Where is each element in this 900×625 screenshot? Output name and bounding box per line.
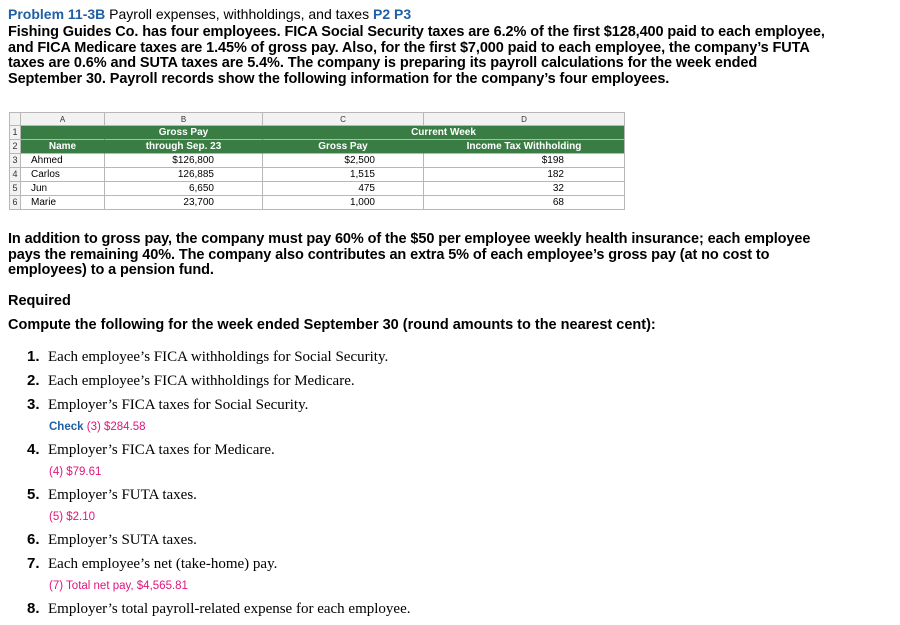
item-text: Employer’s FUTA taxes. (48, 487, 197, 503)
sheet-row-1 (9, 126, 625, 140)
name-header: Name (21, 140, 105, 154)
income-tax: 68 (424, 196, 625, 210)
col-letter-d: D (424, 112, 625, 126)
item-text: Employer’s SUTA taxes. (48, 532, 197, 548)
list-item (27, 396, 308, 414)
check-note-3 (49, 421, 146, 433)
ytd-gross: 126,885 (105, 168, 263, 182)
row-number: 6 (9, 196, 21, 210)
income-tax-header: Income Tax Withholding (424, 140, 625, 154)
problem-number: Problem 11-3B (8, 6, 106, 22)
ytd-gross: $126,800 (105, 154, 263, 168)
info-line: pays the remaining 40%. The company also contributes an extra 5% of each employee’s gross pay (at no cost to (8, 246, 770, 263)
problem-codes: P2 P3 (372, 6, 412, 22)
table-row (9, 196, 625, 210)
week-gross: 1,000 (263, 196, 424, 210)
list-item (27, 348, 388, 366)
info-line: In addition to gross pay, the company must pay 60% of the $50 per employee weekly health insurance; each employee (8, 231, 811, 247)
intro-line: taxes are 0.6% and SUTA taxes are 5.4%. The company is preparing its payroll calculations for the week ended (8, 55, 758, 71)
week-gross: $2,500 (263, 154, 424, 168)
intro-line: Fishing Guides Co. has four employees. FICA Social Security taxes are 6.2% of the first $128,400 paid to each employee, (8, 24, 825, 40)
item-number: 6. (27, 531, 40, 548)
info-line: employees) to a pension fund. (8, 262, 214, 278)
col-letter-c: C (263, 112, 424, 126)
row-number: 4 (9, 168, 21, 182)
list-item (27, 372, 355, 390)
current-week-header: Current Week (263, 126, 625, 140)
list-item (27, 441, 275, 459)
required-label: Required (8, 293, 71, 309)
table-row (9, 154, 625, 168)
check-note-7: (7) Total net pay, $4,565.81 (49, 580, 188, 592)
list-item (27, 531, 197, 549)
gross-pay-header: Gross Pay (263, 140, 424, 154)
cell-a1 (21, 126, 105, 140)
ytd-gross: 23,700 (105, 196, 263, 210)
list-item (27, 600, 411, 618)
table-row (9, 182, 625, 196)
item-text: Employer’s FICA taxes for Medicare. (48, 442, 275, 458)
check-value: (3) $284.58 (86, 421, 146, 433)
intro-line: and FICA Medicare taxes are 1.45% of gross pay. Also, for the first $7,000 paid to each employee, the company’s FUTA (8, 39, 810, 56)
item-number: 4. (27, 441, 40, 458)
list-item (27, 486, 197, 504)
payroll-spreadsheet (9, 112, 625, 210)
week-gross: 475 (263, 182, 424, 196)
check-note-4: (4) $79.61 (49, 466, 102, 478)
item-number: 1. (27, 348, 40, 365)
income-tax: 32 (424, 182, 625, 196)
table-row (9, 168, 625, 182)
item-number: 3. (27, 396, 40, 413)
ytd-header: through Sep. 23 (105, 140, 263, 154)
employee-name: Ahmed (21, 154, 105, 168)
item-text: Employer’s total payroll-related expense for each employee. (48, 601, 411, 617)
column-letter-row (9, 112, 625, 126)
problem-heading (8, 6, 411, 23)
income-tax: $198 (424, 154, 625, 168)
problem-title: Payroll expenses, withholdings, and taxes (109, 6, 370, 22)
income-tax: 182 (424, 168, 625, 182)
week-gross: 1,515 (263, 168, 424, 182)
col-letter-b: B (105, 112, 263, 126)
check-label: Check (49, 421, 84, 433)
employee-name: Carlos (21, 168, 105, 182)
item-text: Employer’s FICA taxes for Social Security. (48, 397, 309, 413)
cell-b1: Gross Pay (105, 126, 263, 140)
intro-line: September 30. Payroll records show the following information for the company’s four employees. (8, 70, 670, 87)
item-number: 8. (27, 600, 40, 617)
intro-paragraph (8, 25, 888, 87)
sheet-row-2 (9, 140, 625, 154)
col-letter-a: A (21, 112, 105, 126)
check-note-5: (5) $2.10 (49, 511, 96, 523)
item-number: 7. (27, 555, 40, 572)
row-number: 2 (9, 140, 21, 154)
item-number: 2. (27, 372, 40, 389)
row-number: 3 (9, 154, 21, 168)
employee-name: Jun (21, 182, 105, 196)
employee-name: Marie (21, 196, 105, 210)
item-text: Each employee’s net (take-home) pay. (48, 556, 278, 572)
additional-info-paragraph (8, 232, 888, 279)
required-instructions: Compute the following for the week ended September 30 (round amounts to the nearest cent): (8, 317, 656, 333)
item-text: Each employee’s FICA withholdings for Medicare. (48, 373, 355, 389)
list-item (27, 555, 277, 573)
corner-cell (9, 112, 21, 126)
ytd-gross: 6,650 (105, 182, 263, 196)
item-number: 5. (27, 486, 40, 503)
row-number: 1 (9, 126, 21, 140)
item-text: Each employee’s FICA withholdings for Social Security. (48, 349, 389, 365)
row-number: 5 (9, 182, 21, 196)
